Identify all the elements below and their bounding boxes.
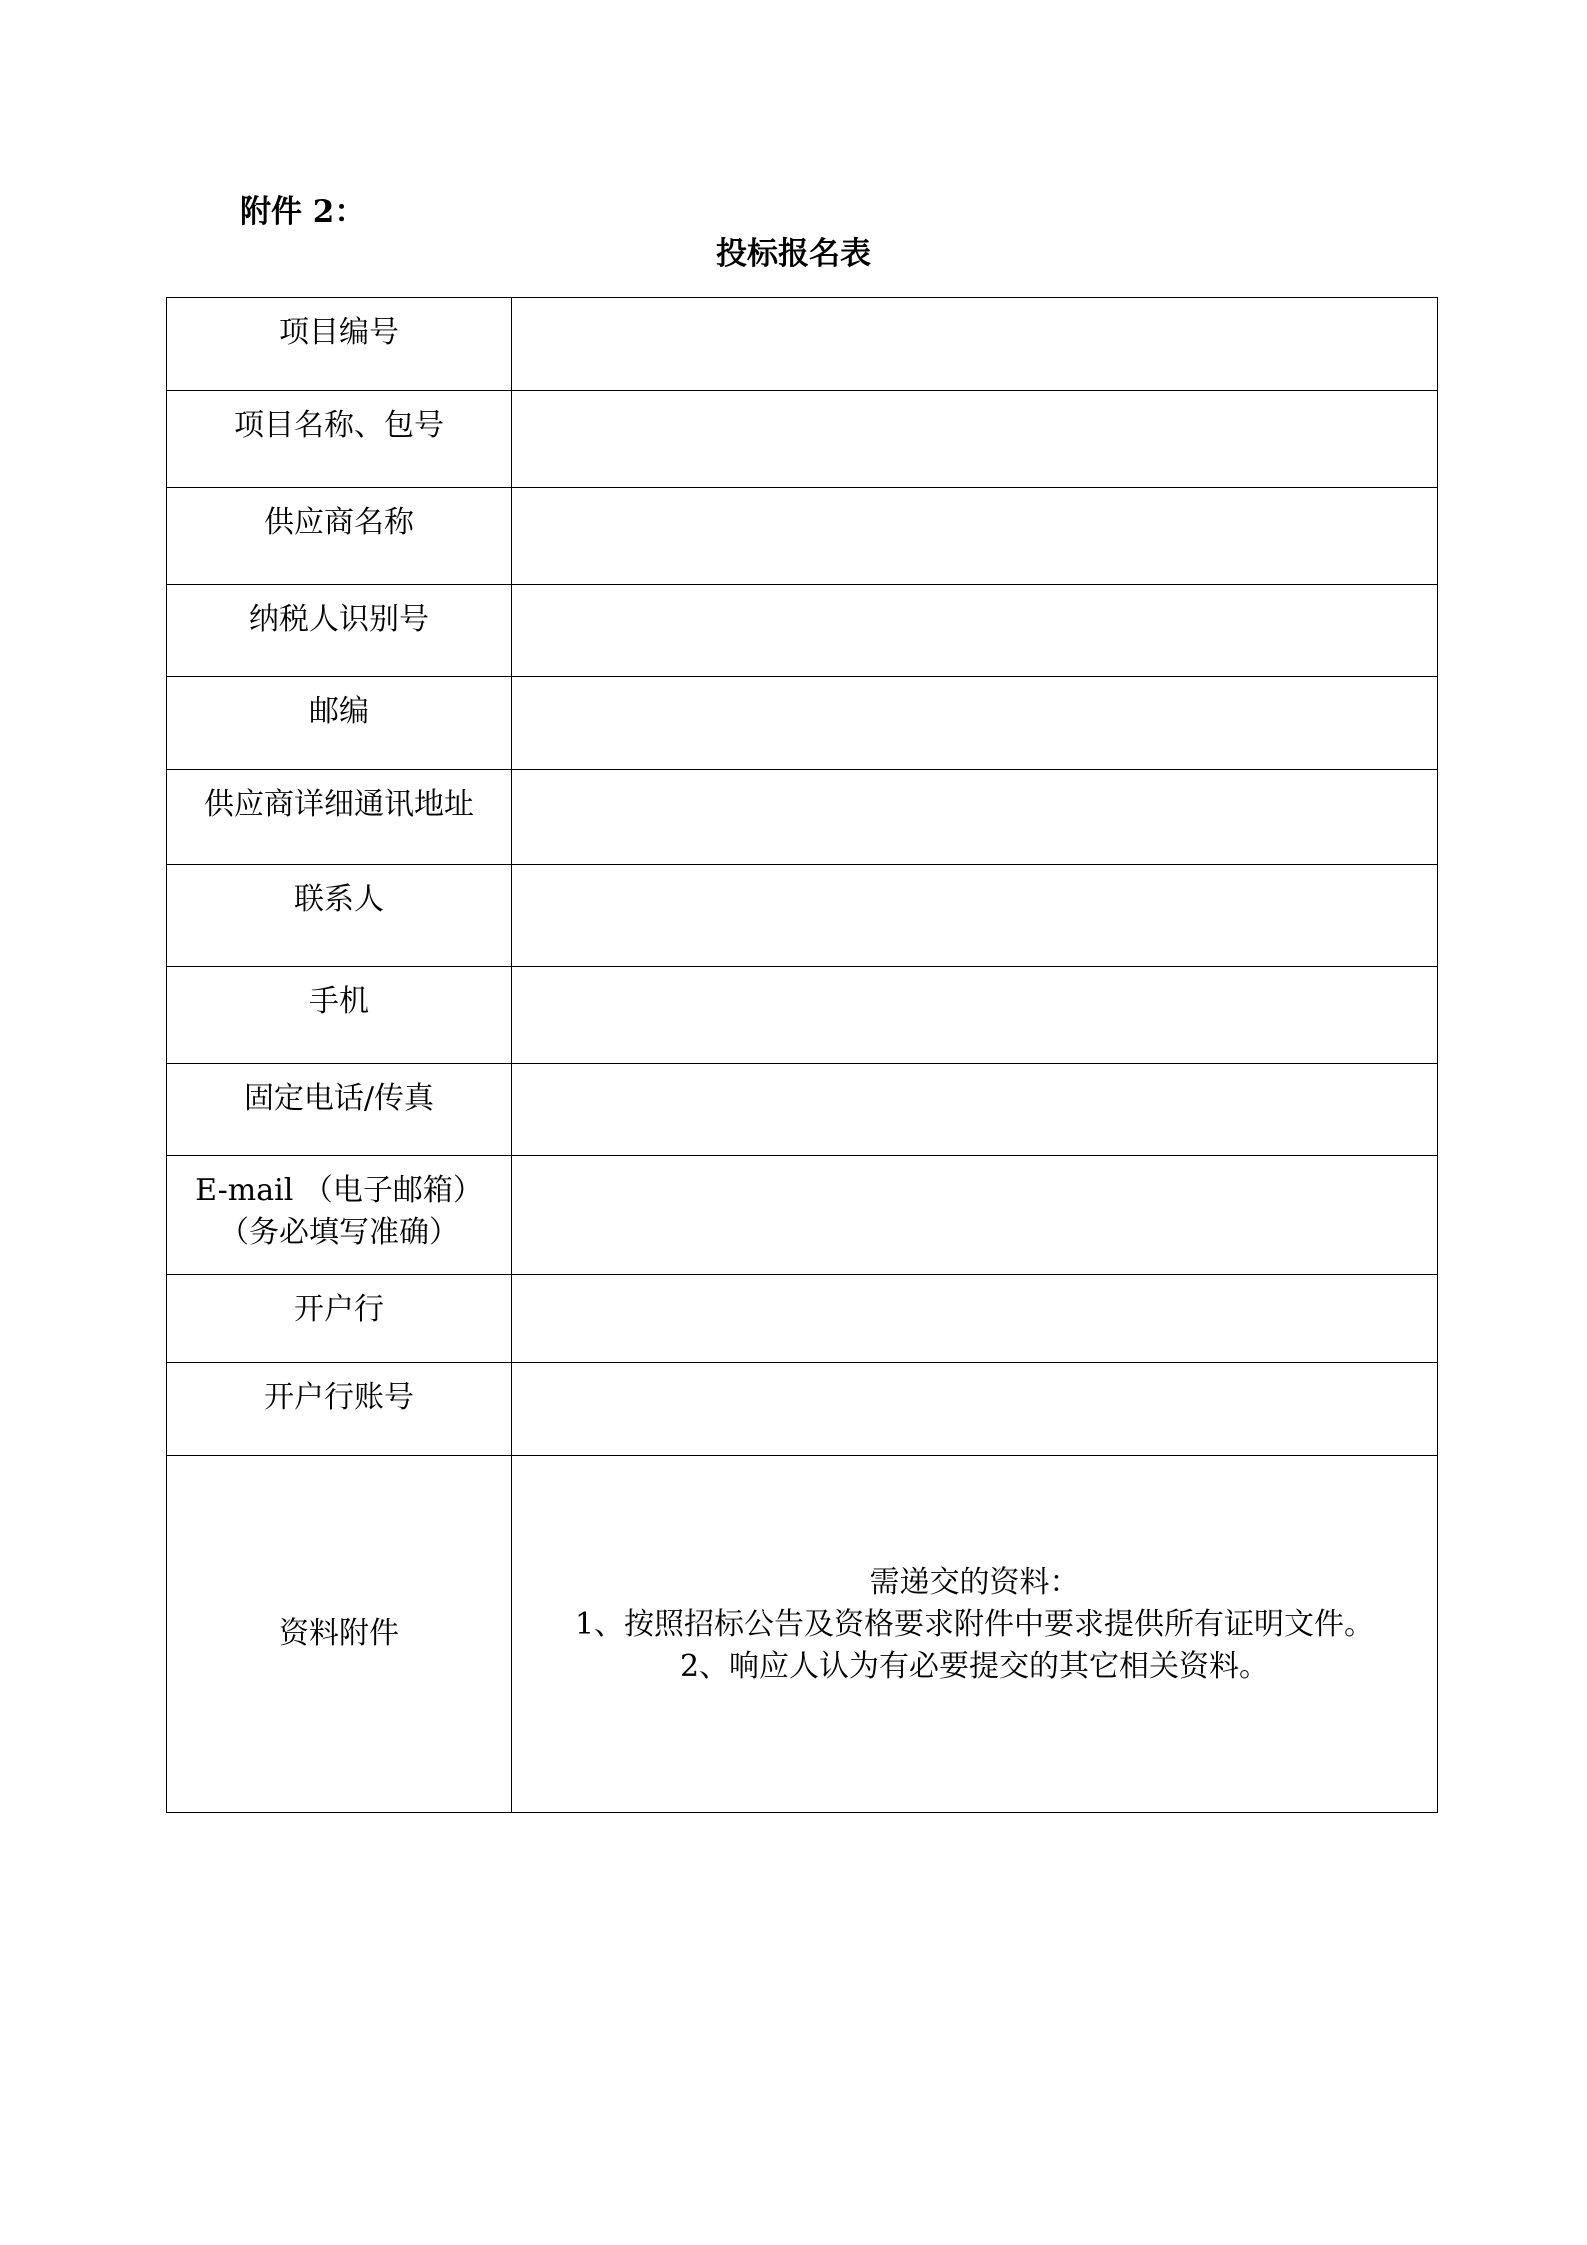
- label-contact-person: 联系人: [167, 865, 512, 967]
- label-bank-account: 开户行账号: [167, 1363, 512, 1456]
- table-row-project-number: [167, 298, 1438, 391]
- table-row-email: [167, 1156, 1438, 1275]
- field-bank[interactable]: [512, 1275, 1438, 1363]
- field-contact-person[interactable]: [512, 865, 1438, 967]
- label-attachments: 资料附件: [167, 1456, 512, 1813]
- table-row-bank: [167, 1275, 1438, 1363]
- field-taxpayer-id[interactable]: [512, 585, 1438, 677]
- notes-item-1: 1、按照招标公告及资格要求附件中要求提供所有证明文件。: [574, 1607, 1375, 1642]
- field-project-name[interactable]: [512, 391, 1438, 488]
- field-supplier-name[interactable]: [512, 488, 1438, 585]
- label-bank: 开户行: [167, 1275, 512, 1363]
- field-mobile[interactable]: [512, 967, 1438, 1064]
- table-row-phone-fax: [167, 1064, 1438, 1156]
- table-row-bank-account: [167, 1363, 1438, 1456]
- table-row-supplier-name: [167, 488, 1438, 585]
- table-row-address: [167, 770, 1438, 865]
- table-row-project-name: [167, 391, 1438, 488]
- field-address[interactable]: [512, 770, 1438, 865]
- field-project-number[interactable]: [512, 298, 1438, 391]
- label-email: [167, 1156, 512, 1275]
- label-address: 供应商详细通讯地址: [167, 770, 512, 865]
- label-project-number: 项目编号: [167, 298, 512, 391]
- table-row-mobile: [167, 967, 1438, 1064]
- label-taxpayer-id: 纳税人识别号: [167, 585, 512, 677]
- field-postcode[interactable]: [512, 677, 1438, 770]
- table-row-contact-person: [167, 865, 1438, 967]
- notes-heading: 需递交的资料：: [869, 1565, 1080, 1600]
- table-row-taxpayer-id: [167, 585, 1438, 677]
- attachments-notes: [512, 1562, 1437, 1688]
- notes-item-2: 2、响应人认为有必要提交的其它相关资料。: [679, 1649, 1270, 1684]
- field-phone-fax[interactable]: [512, 1064, 1438, 1156]
- table-row-postcode: [167, 677, 1438, 770]
- label-supplier-name: 供应商名称: [167, 488, 512, 585]
- label-postcode: 邮编: [167, 677, 512, 770]
- attachments-notes-cell: [512, 1456, 1438, 1813]
- label-project-name: 项目名称、包号: [167, 391, 512, 488]
- label-mobile: 手机: [167, 967, 512, 1064]
- label-phone-fax: 固定电话/传真: [167, 1064, 512, 1156]
- label-email-line1: E-mail （电子邮箱）: [195, 1173, 483, 1208]
- table-row-attachments: [167, 1456, 1438, 1813]
- attachment-label: 附件 2：: [240, 194, 366, 230]
- field-email[interactable]: [512, 1156, 1438, 1275]
- field-bank-account[interactable]: [512, 1363, 1438, 1456]
- form-title: 投标报名表: [716, 236, 871, 272]
- registration-table: [166, 297, 1438, 1813]
- label-email-line2: （务必填写准确）: [219, 1215, 459, 1250]
